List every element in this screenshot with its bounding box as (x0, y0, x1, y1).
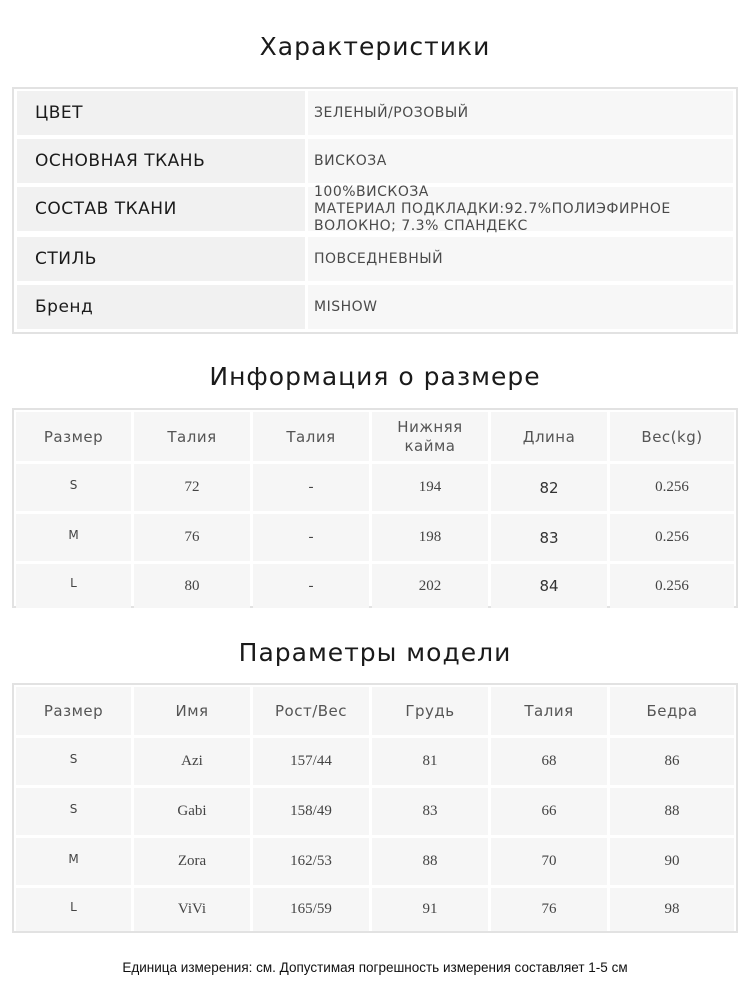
value-cell: 158/49 (253, 788, 369, 835)
value-cell: - (253, 464, 369, 511)
model-table-header (16, 687, 734, 735)
value-cell: 0.256 (610, 514, 734, 561)
size-cell: L (16, 888, 131, 931)
size-table (12, 408, 738, 608)
header-cell: Грудь (372, 687, 488, 735)
model-params-title: Параметры модели (238, 638, 512, 667)
table-row (16, 838, 734, 885)
header-cell: Рост/Вес (253, 687, 369, 735)
table-row (16, 738, 734, 785)
size-cell: S (16, 738, 131, 785)
characteristics-title: Характеристики (259, 32, 491, 61)
header-cell: Размер (16, 412, 131, 461)
value-cell: ViVi (134, 888, 250, 931)
value-cell: 76 (134, 514, 250, 561)
char-key: СОСТАВ ТКАНИ (17, 187, 305, 231)
composition-line: 100%ВИСКОЗА (314, 183, 429, 200)
header-cell: Талия (491, 687, 607, 735)
value-cell: 70 (491, 838, 607, 885)
char-key: СТИЛЬ (17, 237, 305, 281)
value-cell: 90 (610, 838, 734, 885)
value-cell: 98 (610, 888, 734, 931)
value-cell: Azi (134, 738, 250, 785)
size-cell: S (16, 464, 131, 511)
char-key: ОСНОВНАЯ ТКАНЬ (17, 139, 305, 183)
value-cell: 165/59 (253, 888, 369, 931)
size-cell: S (16, 788, 131, 835)
char-value (308, 183, 733, 234)
measurement-footnote: Единица измерения: см. Допустимая погрешность измерения составляет 1-5 см (122, 960, 628, 975)
value-cell: 86 (610, 738, 734, 785)
char-row-main-fabric (17, 139, 733, 183)
header-line: кайма (404, 436, 456, 455)
value-cell: 157/44 (253, 738, 369, 785)
value-cell: 91 (372, 888, 488, 931)
value-cell: 81 (372, 738, 488, 785)
size-cell: L (16, 564, 131, 608)
value-cell: 88 (372, 838, 488, 885)
header-cell (372, 412, 488, 461)
value-cell: 83 (491, 514, 607, 561)
characteristics-table (12, 87, 738, 334)
value-cell: 194 (372, 464, 488, 511)
header-cell: Размер (16, 687, 131, 735)
header-cell: Бедра (610, 687, 734, 735)
char-value: ЗЕЛЕНЫЙ/РОЗОВЫЙ (308, 91, 733, 135)
char-row-brand (17, 285, 733, 329)
table-row (16, 514, 734, 561)
composition-line: ВОЛОКНО; 7.3% СПАНДЕКС (314, 217, 528, 234)
size-cell: M (16, 838, 131, 885)
char-value: ВИСКОЗА (308, 139, 733, 183)
header-cell: Имя (134, 687, 250, 735)
size-cell: M (16, 514, 131, 561)
value-cell: 162/53 (253, 838, 369, 885)
value-cell: 0.256 (610, 464, 734, 511)
table-row (16, 788, 734, 835)
size-table-header (16, 412, 734, 461)
value-cell: Zora (134, 838, 250, 885)
value-cell: Gabi (134, 788, 250, 835)
model-table (12, 683, 738, 933)
char-key: Бренд (17, 285, 305, 329)
header-cell: Талия (134, 412, 250, 461)
char-key: ЦВЕТ (17, 91, 305, 135)
value-cell: 88 (610, 788, 734, 835)
header-cell: Талия (253, 412, 369, 461)
header-line: Нижняя (397, 417, 463, 436)
size-info-title: Информация о размере (209, 362, 541, 391)
value-cell: - (253, 564, 369, 608)
value-cell: 202 (372, 564, 488, 608)
table-row (16, 888, 734, 931)
value-cell: 82 (491, 464, 607, 511)
value-cell: 80 (134, 564, 250, 608)
value-cell: 83 (372, 788, 488, 835)
char-row-color (17, 91, 733, 135)
value-cell: 84 (491, 564, 607, 608)
value-cell: 0.256 (610, 564, 734, 608)
value-cell: 198 (372, 514, 488, 561)
value-cell: 76 (491, 888, 607, 931)
value-cell: 72 (134, 464, 250, 511)
char-value: ПОВСЕДНЕВНЫЙ (308, 237, 733, 281)
value-cell: 66 (491, 788, 607, 835)
table-row (16, 464, 734, 511)
value-cell: 68 (491, 738, 607, 785)
header-cell: Длина (491, 412, 607, 461)
char-row-style (17, 237, 733, 281)
composition-line: МАТЕРИАЛ ПОДКЛАДКИ:92.7%ПОЛИЭФИРНОЕ (314, 200, 671, 217)
value-cell: - (253, 514, 369, 561)
char-value: MISHOW (308, 285, 733, 329)
header-cell: Вес(kg) (610, 412, 734, 461)
char-row-composition (17, 183, 733, 234)
table-row (16, 564, 734, 608)
